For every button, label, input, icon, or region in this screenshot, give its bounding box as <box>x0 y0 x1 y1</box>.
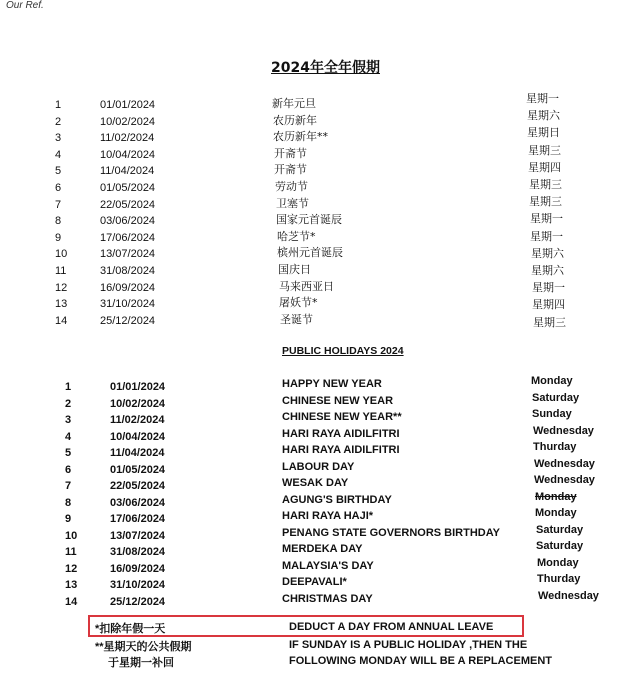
row-weekday: 星期四 <box>528 160 561 174</box>
row-number: 8 <box>55 215 62 228</box>
note2-chinese-line2: 于星期一补回 <box>108 657 174 669</box>
row-holiday-name: LABOUR DAY <box>282 460 355 473</box>
row-date: 01/05/2024 <box>110 463 166 476</box>
row-date: 10/04/2024 <box>110 430 166 443</box>
row-number: 3 <box>55 132 62 145</box>
row-holiday-name: HARI RAYA AIDILFITRI <box>282 427 400 440</box>
row-holiday-name: HAPPY NEW YEAR <box>282 378 382 390</box>
row-holiday-name: CHINESE NEW YEAR** <box>282 411 402 423</box>
row-number: 2 <box>55 115 62 128</box>
row-weekday: 星期四 <box>532 298 565 312</box>
row-holiday-name: CHRISTMAS DAY <box>282 592 373 605</box>
row-date: 25/12/2024 <box>110 595 166 608</box>
row-weekday: Saturday <box>532 391 580 404</box>
row-date: 31/10/2024 <box>100 298 156 311</box>
row-holiday-name: 圣诞节 <box>280 312 313 326</box>
row-date: 11/02/2024 <box>100 132 155 145</box>
row-number: 9 <box>65 513 72 525</box>
row-date: 17/06/2024 <box>100 231 156 244</box>
row-holiday-name: 国庆日 <box>278 263 311 276</box>
row-date: 11/04/2024 <box>110 447 165 459</box>
row-holiday-name: CHINESE NEW YEAR <box>282 394 394 407</box>
row-weekday: 星期三 <box>528 143 561 157</box>
row-number: 9 <box>55 231 62 244</box>
row-weekday: 星期六 <box>531 246 564 260</box>
row-number: 4 <box>55 148 62 161</box>
row-number: 12 <box>65 562 78 575</box>
row-date: 31/10/2024 <box>110 579 166 591</box>
row-number: 7 <box>65 480 72 492</box>
row-number: 11 <box>55 265 67 277</box>
row-holiday-name: AGUNG'S BIRTHDAY <box>282 493 392 506</box>
row-number: 1 <box>55 99 62 111</box>
note2-english-line2: FOLLOWING MONDAY WILL BE A REPLACEMENT <box>289 655 552 667</box>
row-date: 03/06/2024 <box>110 496 166 509</box>
row-date: 10/04/2024 <box>100 148 156 161</box>
row-date: 11/04/2024 <box>100 165 155 178</box>
row-date: 31/08/2024 <box>100 265 156 277</box>
row-holiday-name: 哈芝节* <box>277 229 316 243</box>
row-holiday-name: 马来西亚日 <box>279 279 334 293</box>
row-weekday: 星期三 <box>529 195 562 209</box>
row-number: 1 <box>65 381 72 393</box>
row-number: 14 <box>65 595 78 608</box>
row-number: 2 <box>65 397 72 410</box>
row-weekday: Saturday <box>536 540 584 552</box>
row-holiday-name: DEEPAVALI* <box>282 576 347 588</box>
row-date: 11/02/2024 <box>110 414 165 426</box>
row-holiday-name: 卫塞节 <box>276 196 309 210</box>
row-number: 10 <box>65 529 78 542</box>
row-number: 4 <box>65 430 72 443</box>
row-holiday-name: HARI RAYA AIDILFITRI <box>282 444 400 456</box>
row-holiday-name: 屠妖节* <box>279 296 318 310</box>
row-weekday: Monday <box>537 556 579 569</box>
row-number: 13 <box>55 298 68 311</box>
row-date: 22/05/2024 <box>100 198 156 211</box>
row-weekday: 星期三 <box>529 178 562 191</box>
row-number: 6 <box>55 182 62 194</box>
row-weekday: 星期一 <box>530 212 563 226</box>
row-weekday: Thurday <box>533 441 577 453</box>
row-holiday-name: 新年元旦 <box>272 97 316 110</box>
row-date: 10/02/2024 <box>100 115 156 128</box>
row-holiday-name: 农历新年 <box>273 113 317 127</box>
our-ref-label: Our Ref. <box>6 0 44 11</box>
row-holiday-name: HARI RAYA HAJI* <box>282 510 374 522</box>
row-holiday-name: 槟州元首诞辰 <box>277 246 343 260</box>
row-holiday-name: 开斋节 <box>274 146 307 160</box>
row-holiday-name: 农历新年** <box>273 130 328 144</box>
row-weekday: 星期一 <box>532 281 565 295</box>
row-number: 3 <box>65 414 72 426</box>
row-weekday: Monday <box>535 490 577 503</box>
row-date: 01/01/2024 <box>110 381 166 393</box>
row-number: 7 <box>55 198 62 211</box>
row-number: 11 <box>65 546 77 558</box>
row-holiday-name: MERDEKA DAY <box>282 543 363 555</box>
note1-english: DEDUCT A DAY FROM ANNUAL LEAVE <box>289 621 494 633</box>
row-weekday: 星期日 <box>527 126 560 140</box>
note2-english-line1: IF SUNDAY IS A PUBLIC HOLIDAY ,THEN THE <box>289 639 528 651</box>
row-weekday: Wednesday <box>534 457 595 470</box>
row-number: 8 <box>65 496 72 509</box>
row-date: 22/05/2024 <box>110 480 166 492</box>
row-weekday: 星期一 <box>530 229 563 243</box>
row-number: 14 <box>55 314 68 327</box>
row-weekday: Wednesday <box>533 424 594 437</box>
row-holiday-name: PENANG STATE GOVERNORS BIRTHDAY <box>282 526 500 539</box>
row-date: 16/09/2024 <box>100 281 156 294</box>
row-weekday: Wednesday <box>534 474 595 486</box>
row-holiday-name: WESAK DAY <box>282 477 349 489</box>
row-weekday: Monday <box>531 375 573 387</box>
row-weekday: Sunday <box>532 408 572 420</box>
row-weekday: 星期六 <box>531 264 564 277</box>
row-date: 01/01/2024 <box>100 99 156 111</box>
row-number: 5 <box>55 165 62 178</box>
row-number: 13 <box>65 579 78 591</box>
note2-chinese-line1: **星期天的公共假期 <box>95 641 192 653</box>
row-holiday-name: 国家元首诞辰 <box>276 213 342 227</box>
english-title: PUBLIC HOLIDAYS 2024 <box>282 345 404 357</box>
row-weekday: Thurday <box>537 573 581 585</box>
row-date: 31/08/2024 <box>110 546 166 558</box>
row-weekday: 星期三 <box>533 315 566 329</box>
row-date: 25/12/2024 <box>100 314 156 327</box>
row-number: 12 <box>55 281 68 294</box>
row-weekday: 星期六 <box>527 109 560 123</box>
row-date: 17/06/2024 <box>110 513 166 525</box>
row-date: 13/07/2024 <box>110 529 166 542</box>
row-date: 10/02/2024 <box>110 397 166 410</box>
row-date: 03/06/2024 <box>100 215 156 228</box>
row-number: 10 <box>55 248 68 261</box>
row-weekday: 星期一 <box>526 92 559 105</box>
row-date: 13/07/2024 <box>100 248 156 261</box>
row-holiday-name: 开斋节 <box>274 163 307 177</box>
row-holiday-name: 劳动节 <box>275 180 308 193</box>
row-weekday: Monday <box>535 507 577 519</box>
row-number: 6 <box>65 463 72 476</box>
row-holiday-name: MALAYSIA'S DAY <box>282 559 374 572</box>
row-weekday: Wednesday <box>538 589 599 602</box>
note1-chinese: *扣除年假一天 <box>95 623 166 635</box>
row-date: 16/09/2024 <box>110 562 166 575</box>
row-number: 5 <box>65 447 72 459</box>
row-weekday: Saturday <box>536 523 584 536</box>
row-date: 01/05/2024 <box>100 182 156 194</box>
chinese-title: 2024年全年假期 <box>271 60 380 76</box>
